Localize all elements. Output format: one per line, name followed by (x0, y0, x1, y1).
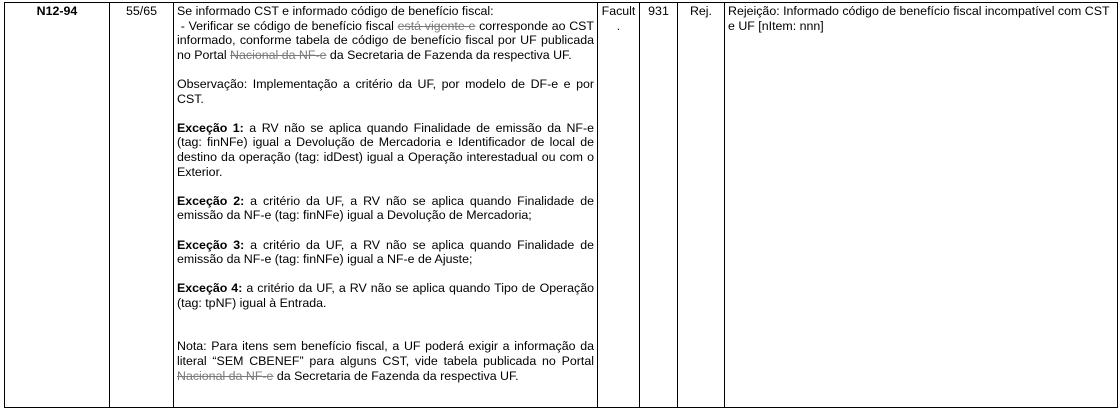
observation-paragraph (177, 77, 594, 106)
note-struck-text: Nacional da NF-e (177, 368, 274, 383)
exception-2-paragraph (177, 194, 594, 223)
note-text-a: Nota: Para itens sem benefício fiscal, a UF poderá exigir a informação da literal “SEM CBENEF” para alguns CST, vide tabela publicada no Portal (177, 339, 594, 369)
exception-3-text: a critério da UF, a RV não se aplica quando Finalidade de emissão da NF-e (tag: finNFe) igual a NF-e de Ajuste; (177, 237, 595, 267)
effect-value: Rej. (689, 4, 713, 18)
note-paragraph (177, 339, 594, 383)
note-text-b: da Secretaria de Fazenda da respectiva UF. (273, 368, 519, 383)
rejection-code: 931 (648, 4, 669, 18)
exception-4-text: a critério da UF, a RV não se aplica quando Tipo de Operação (tag: tpNF) igual à Entrada. (177, 281, 594, 310)
exception-3-paragraph (177, 238, 594, 267)
rule-id-cell (5, 3, 110, 408)
exception-1-paragraph (177, 121, 594, 179)
application-cell (598, 3, 640, 408)
p1-text-c: da Secretaria de Fazenda da respectiva UF. (326, 47, 572, 62)
sequence-cell (110, 3, 174, 408)
exception-2-text: a critério da UF, a RV não se aplica quando Finalidade de emissão da NF-e (tag: finNFe) igual a Devolução de Mercadoria; (177, 193, 595, 223)
rule-sequence: 55/65 (125, 4, 157, 18)
message-cell (725, 3, 1118, 408)
code-cell (640, 3, 678, 408)
exception-4-paragraph (177, 281, 594, 310)
rejection-message: Rejeição: Informado código de benefício fiscal incompatível com CST e UF [nItem: nnn] (728, 4, 1110, 33)
exception-1-label: Exceção 1: (177, 120, 244, 135)
exception-3-label: Exceção 3: (177, 237, 245, 252)
p1-text-b: corresponde ao CST informado, conforme tabela de código de benefício fiscal por UF publicada no Portal (177, 18, 594, 62)
description-paragraph-1 (177, 19, 594, 63)
validation-rule-table (4, 2, 1118, 408)
description-intro (177, 4, 594, 19)
description-line1: Se informado CST e informado código de benefício fiscal: (177, 4, 494, 18)
rule-id: N12-94 (36, 4, 78, 18)
exception-1-text: a RV não se aplica quando Finalidade de emissão da NF-e (tag: finNFe) igual a Devolução de Mercadoria e Identificador de local de destino da operação (tag: idDest) igual a Operação interestadual ou com o Exterior. (177, 120, 595, 179)
application-value: Facult (601, 4, 636, 18)
rule-description-cell (174, 3, 598, 408)
application-dot: . (616, 18, 621, 33)
p1-struck-text-2: Nacional da NF-e (230, 47, 327, 62)
table-row (5, 3, 1118, 408)
p1-text-a: - Verificar se código de benefício fiscal (177, 18, 398, 33)
effect-cell (678, 3, 725, 408)
exception-2-label: Exceção 2: (177, 193, 245, 208)
exception-4-label: Exceção 4: (177, 281, 243, 296)
observation-text: Observação: Implementação a critério da UF, por modelo de DF-e e por CST. (177, 76, 594, 106)
p1-struck-text: está vigente e (397, 18, 476, 33)
